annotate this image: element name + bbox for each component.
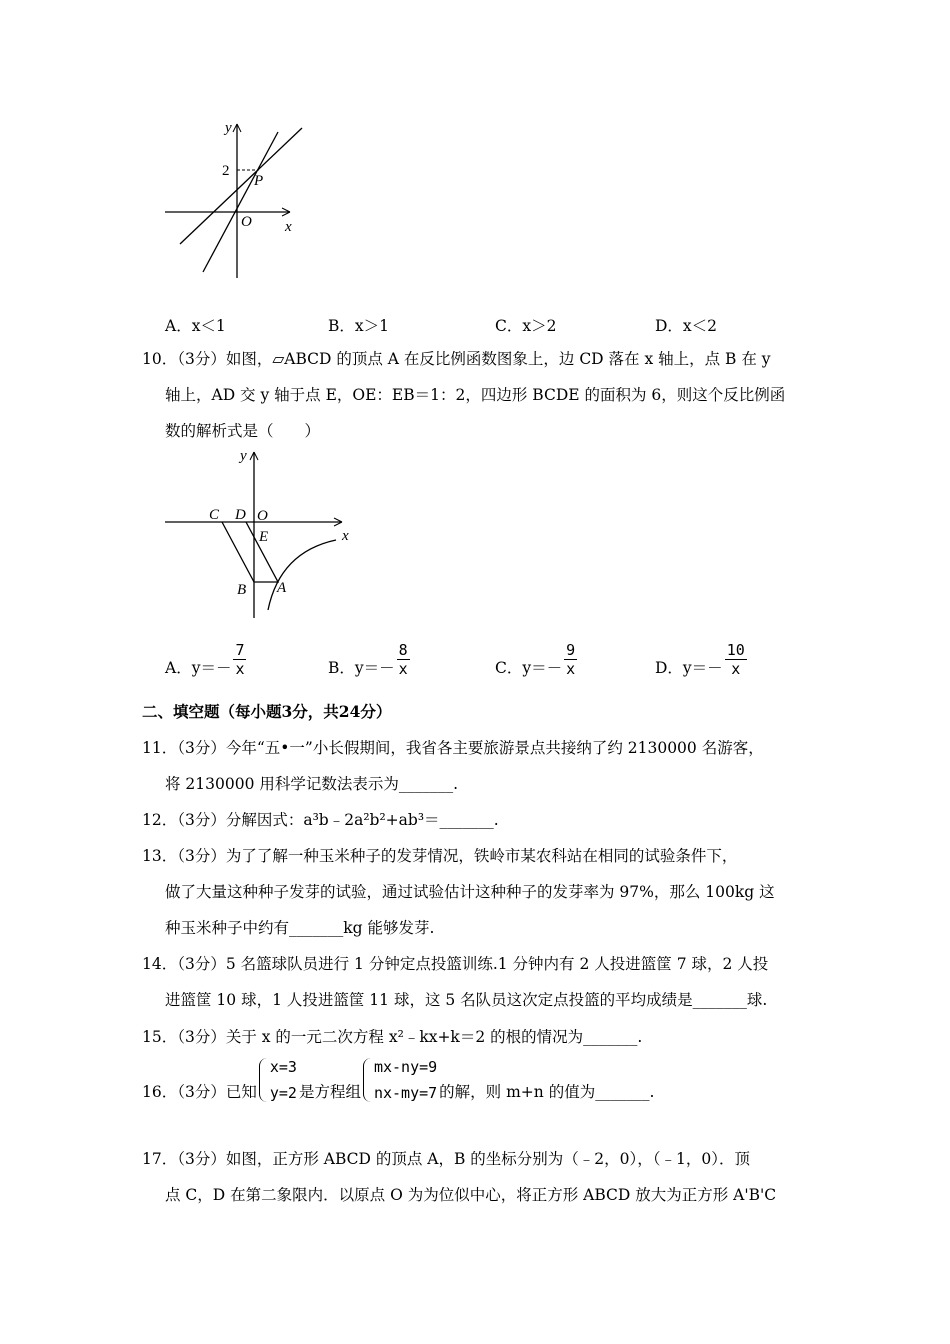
q17-line: 点 C，D 在第二象限内．以原点 O 为为位似中心，将正方形 ABCD 放大为正方形 A'B'C xyxy=(165,1186,777,1204)
fig2-e-label: E xyxy=(259,529,269,545)
fig1-x-label: x xyxy=(285,219,292,235)
figure-q10 xyxy=(0,440,400,630)
fig2-a-label: A xyxy=(277,580,287,596)
q16-brace-1 xyxy=(259,1058,267,1102)
q16-brace-2 xyxy=(363,1058,371,1102)
q11-line: 将 2130000 用科学记数法表示为_______. xyxy=(165,775,459,793)
q9-option-d: D．x＜2 xyxy=(655,317,718,335)
q16-system-2: mx-ny=9 nx-my=7 xyxy=(363,1058,437,1102)
q15: 15．（3分）关于 x 的一元二次方程 x²﹣kx+k＝2 的根的情况为_______. xyxy=(142,1028,643,1046)
q10-option-c: C．y＝－ $\frac{9}{x}$ xyxy=(495,641,576,678)
fig1-y-label: y xyxy=(225,120,232,136)
q9-option-c: C．x＞2 xyxy=(495,317,557,335)
q12: 12．（3分）分解因式：a³b﹣2a²b²+ab³＝_______. xyxy=(142,811,499,829)
q16-system-1: x=3 y=2 xyxy=(259,1058,297,1102)
q16-suffix: 的解，则 m+n 的值为_______. xyxy=(439,1083,655,1101)
q9-option-a: A．x＜1 xyxy=(165,317,226,335)
q10-option-a: A．y＝－ $\frac{7}{x}$ xyxy=(165,641,245,678)
q14-line: 进篮筐 10 球，1 人投进篮筐 11 球，这 5 名队员这次定点投篮的平均成绩是_______球. xyxy=(165,991,768,1009)
fig1-2-label: 2 xyxy=(222,163,230,179)
figure-q9 xyxy=(0,0,400,300)
fig2-d-label: D xyxy=(235,507,246,523)
fig1-o-label: O xyxy=(241,214,252,230)
q11-line: 11．（3分）今年“五•一”小长假期间，我省各主要旅游景点共接纳了约 2130000 名游客， xyxy=(142,739,764,757)
fig2-c-label: C xyxy=(209,507,220,523)
q10-line: 数的解析式是（ ） xyxy=(165,422,321,440)
fig1-p-label: P xyxy=(254,173,264,189)
section-heading: 二、填空题（每小题3分，共24分） xyxy=(142,702,392,721)
q9-option-b: B．x＞1 xyxy=(328,317,389,335)
q13-line: 做了大量这种种子发芽的试验，通过试验估计这种种子的发芽率为 97%，那么 100kg 这 xyxy=(165,883,775,901)
q13-line: 种玉米种子中约有_______kg 能够发芽. xyxy=(165,919,435,937)
q10-option-b: B．y＝－ $\frac{8}{x}$ xyxy=(328,641,408,678)
fig2-o-label: O xyxy=(257,508,268,524)
q14-line: 14．（3分）5 名篮球队员进行 1 分钟定点投篮训练.1 分钟内有 2 人投进篮筐 7 球，2 人投 xyxy=(142,955,769,973)
q13-line: 13．（3分）为了了解一种玉米种子的发芽情况，铁岭市某农科站在相同的试验条件下， xyxy=(142,847,738,865)
q10-option-d: D．y＝－ $\frac{10}{x}$ xyxy=(655,641,745,678)
q10-line: 10．（3分）如图，▱ABCD 的顶点 A 在反比例函数图象上，边 CD 落在 x 轴上，点 B 在 y xyxy=(142,350,771,368)
fig2-y-label: y xyxy=(240,448,247,464)
fig2-b-label: B xyxy=(237,582,247,598)
q16-prefix: 16．（3分）已知 xyxy=(142,1083,257,1101)
q16 xyxy=(142,1058,654,1102)
fig2-x-label: x xyxy=(342,528,349,544)
q16-mid: 是方程组 xyxy=(298,1083,361,1101)
q17-line: 17．（3分）如图，正方形 ABCD 的顶点 A，B 的坐标分别为（﹣2，0），（﹣1，0）．顶 xyxy=(142,1150,750,1168)
q10-line: 轴上，AD 交 y 轴于点 E，OE：EB＝1：2，四边形 BCDE 的面积为 6，则这个反比例函 xyxy=(165,386,786,404)
